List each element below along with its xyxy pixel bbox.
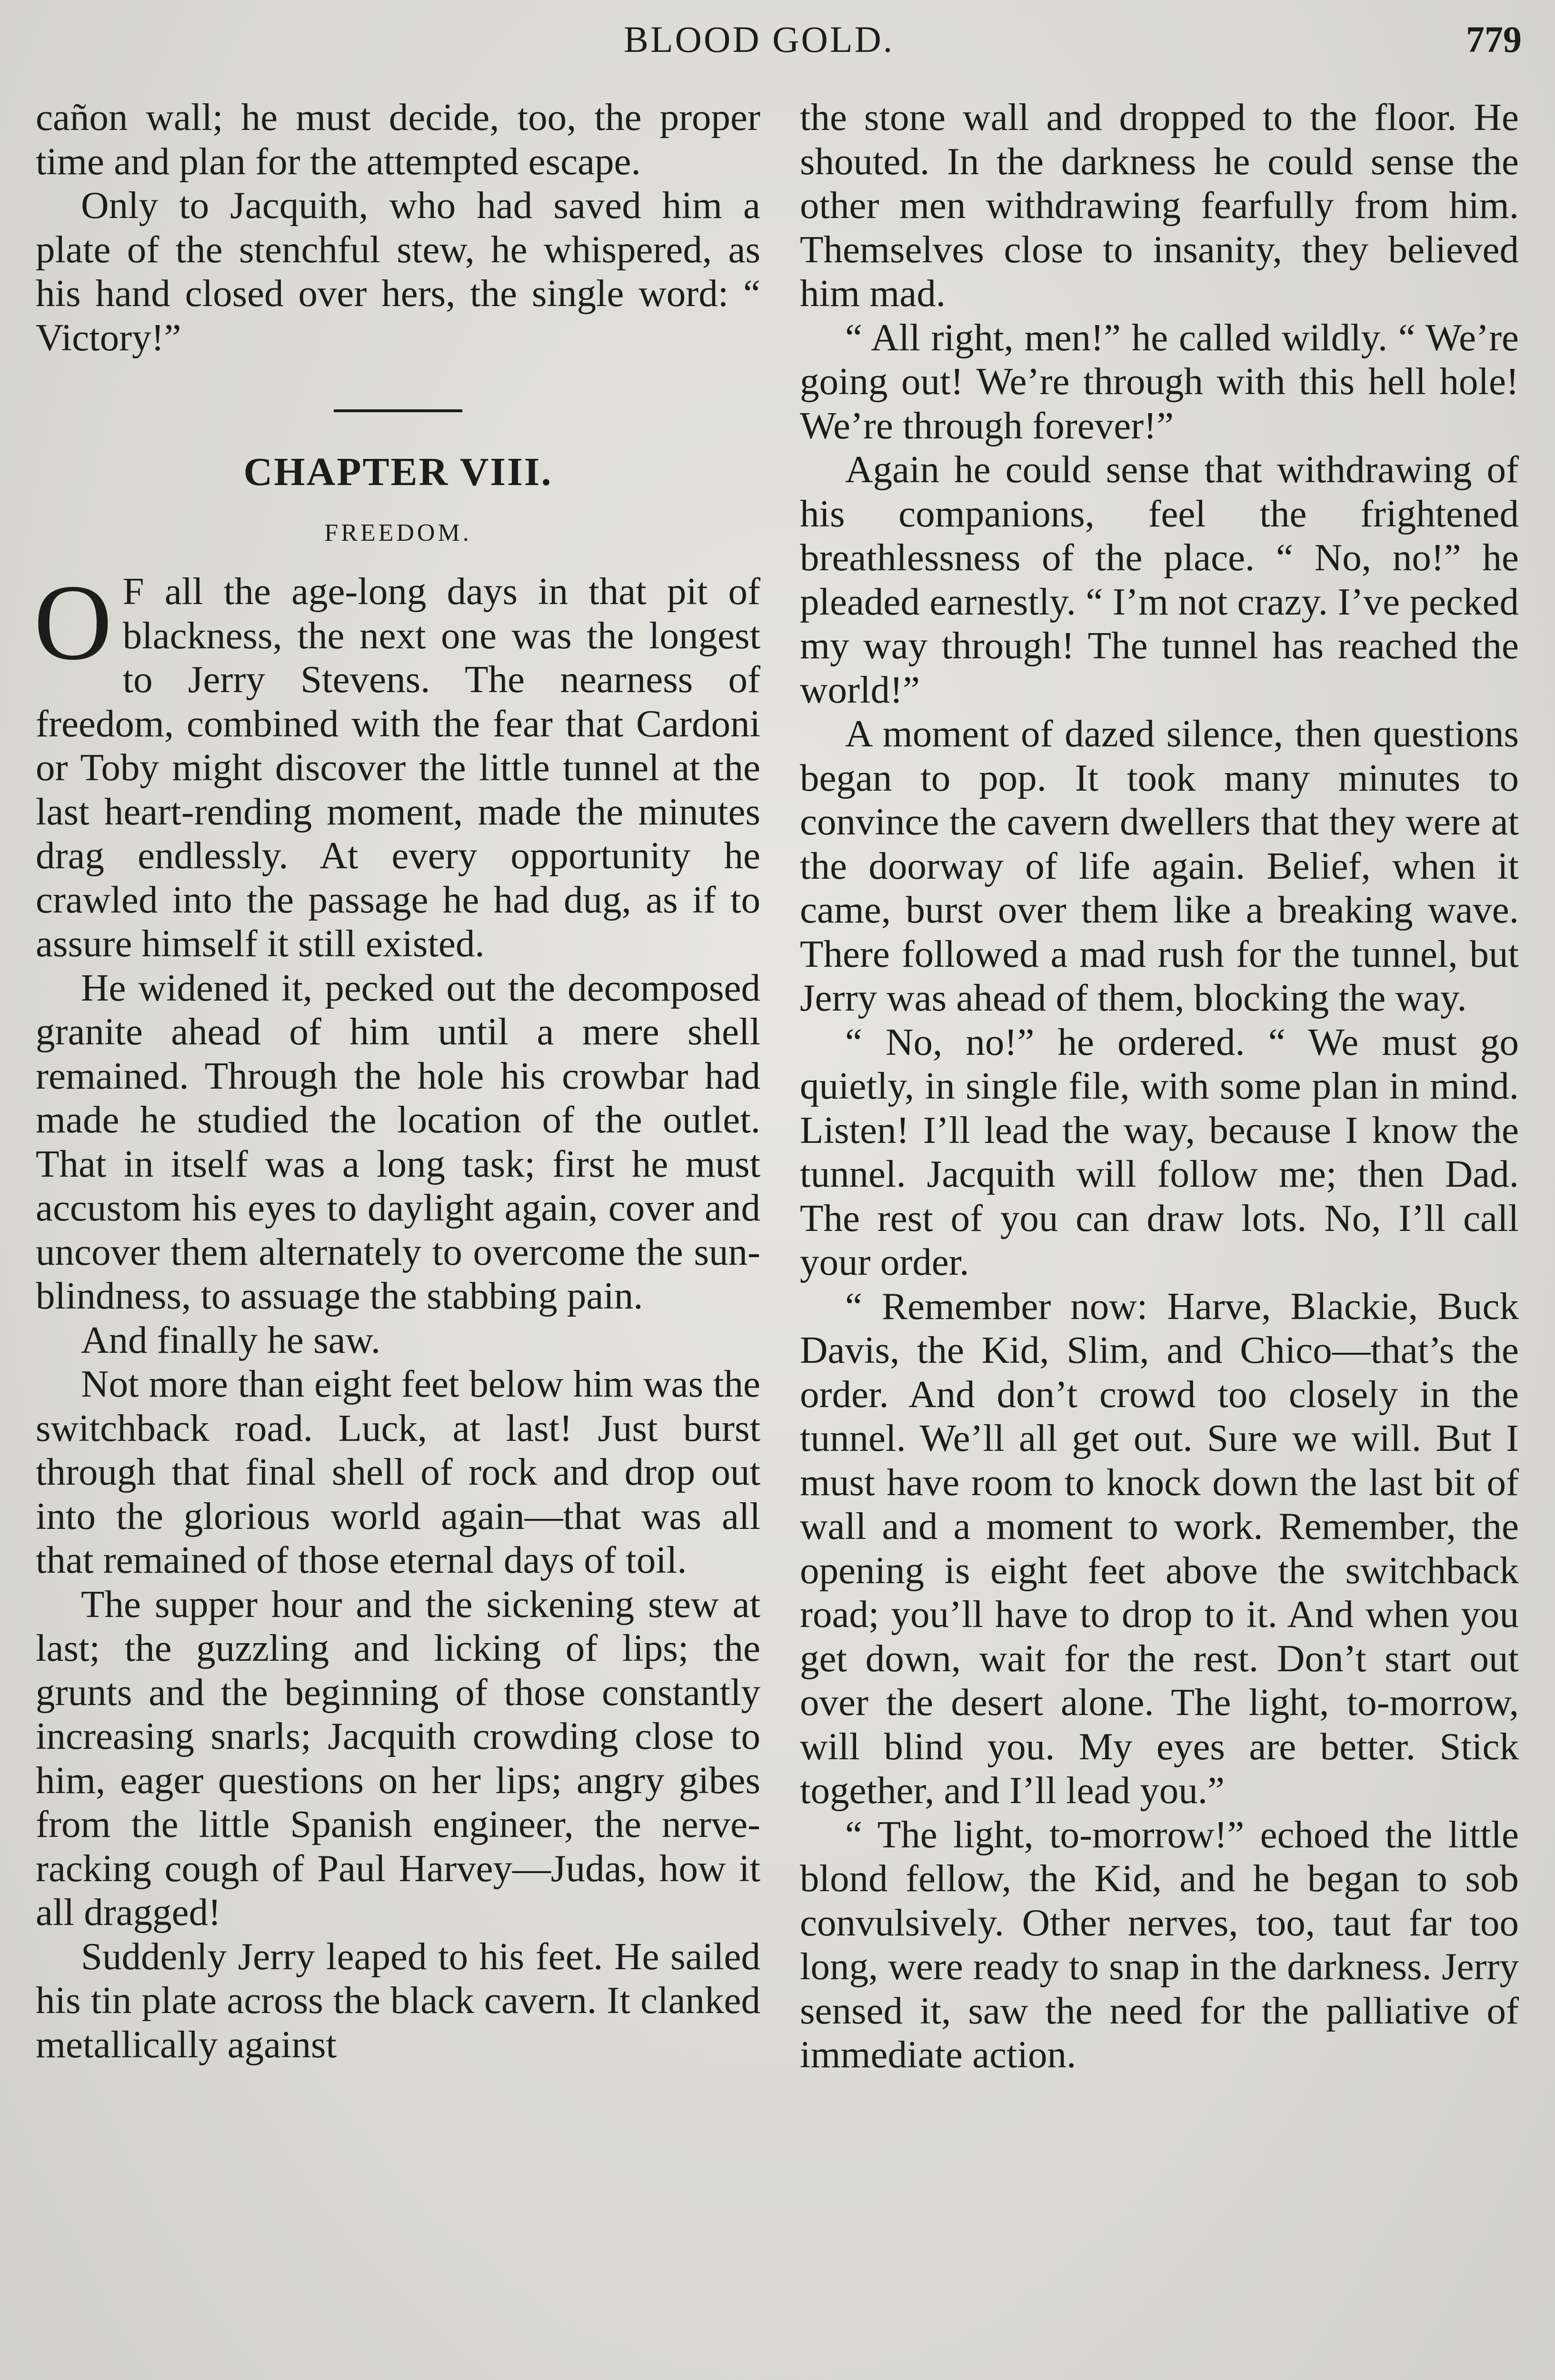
paragraph: He widened it, pecked out the decomposed granite ahead of him until a mere shell remained. Through the hole his crowbar had made he studied the location of the outlet. That in itself was a long task; first he must accustom his eyes to daylight again, cover and uncover them alternately to overcome the sun-blindness, to assuage the stabbing pain. [36, 966, 760, 1317]
paragraph: “ All right, men!” he called wildly. “ We’re going out! We’re through with this hell hole! We’re through forever!” [800, 316, 1519, 447]
section-divider [334, 409, 462, 412]
paragraph: Suddenly Jerry leaped to his feet. He sailed his tin plate across the black cavern. It clanked metallically against [36, 1934, 760, 2066]
paragraph-text: F all the age-long days in that pit of blackness, the next one was the longest to Jerry Stevens. The nearness of freedom, combined with the fear that Cardoni or Toby might discover the little tunnel at the last heart-rending moment, made the minutes drag endlessly. At every opportunity he crawled into the passage he had dug, as if to assure himself it still existed. [36, 570, 760, 965]
paragraph: cañon wall; he must decide, too, the proper time and plan for the attempted escape. [36, 96, 760, 183]
paragraph: Not more than eight feet below him was the switchback road. Luck, at last! Just burst through that final shell of rock and drop out into the glorious world again—that was all that remained of those eternal days of toil. [36, 1362, 760, 1581]
paragraph: And finally he saw. [81, 1318, 381, 1361]
chapter-opening-paragraph [34, 563, 760, 966]
right-column [800, 95, 1519, 2077]
paragraph: A moment of dazed silence, then questions began to pop. It took many minutes to convince the cavern dwellers that they were at the doorway of life again. Belief, when it came, burst over them like a breaking wave. There followed a mad rush for the tunnel, but Jerry was ahead of them, blocking the way. [800, 712, 1519, 1019]
paragraph: Only to Jacquith, who had saved him a plate of the stenchful stew, he whispered, as his hand closed over hers, the single word: “ Victory!” [36, 184, 760, 359]
chapter-heading: CHAPTER VIII. [243, 450, 553, 494]
paragraph: “ Remember now: Harve, Blackie, Buck Davis, the Kid, Slim, and Chico—that’s the order. And don’t crowd too closely in the tunnel. We’ll all get out. Sure we will. But I must have room to knock down the last bit of wall and a moment to work. Remember, the opening is eight feet above the switchback road; you’ll have to drop to it. And when you get down, wait for the rest. Don’t start out over the desert alone. The light, to-morrow, will blind you. My eyes are better. Stick together, and I’ll lead you.” [800, 1284, 1519, 1812]
paragraph: “ The light, to-morrow!” echoed the little blond fellow, the Kid, and he began to sob convulsively. Other nerves, too, taut far too long, were ready to snap in the darkness. Jerry sensed it, saw the need for the palliative of immediate action. [800, 1813, 1519, 2076]
running-head [0, 18, 1555, 70]
running-title: BLOOD GOLD. [624, 19, 895, 60]
drop-cap: O [34, 563, 112, 683]
chapter-subtitle: FREEDOM. [324, 519, 472, 546]
paragraph: “ No, no!” he ordered. “ We must go quietly, in single file, with some plan in mind. Listen! I’ll lead the way, because I know the tunnel. Jacquith will follow me; then Dad. The rest of you can draw lots. No, I’ll call your order. [800, 1020, 1519, 1283]
page-number: 779 [1466, 19, 1522, 60]
paragraph: the stone wall and dropped to the floor. He shouted. In the darkness he could sense the other men withdrawing fearfully from him. Themselves close to insanity, they believed him mad. [800, 96, 1519, 315]
paragraph: Again he could sense that withdrawing of his companions, feel the frightened breathlessness of the place. “ No, no!” he pleaded earnestly. “ I’m not crazy. I’ve pecked my way through! The tunnel has reached the world!” [800, 448, 1519, 711]
paragraph: The supper hour and the sickening stew at last; the guzzling and licking of lips; the grunts and the beginning of those constantly increasing snarls; Jacquith crowding close to him, eager questions on her lips; angry gibes from the little Spanish engineer, the nerve-racking cough of Paul Harvey—Judas, how it all dragged! [36, 1582, 760, 1934]
left-column [36, 95, 760, 2066]
